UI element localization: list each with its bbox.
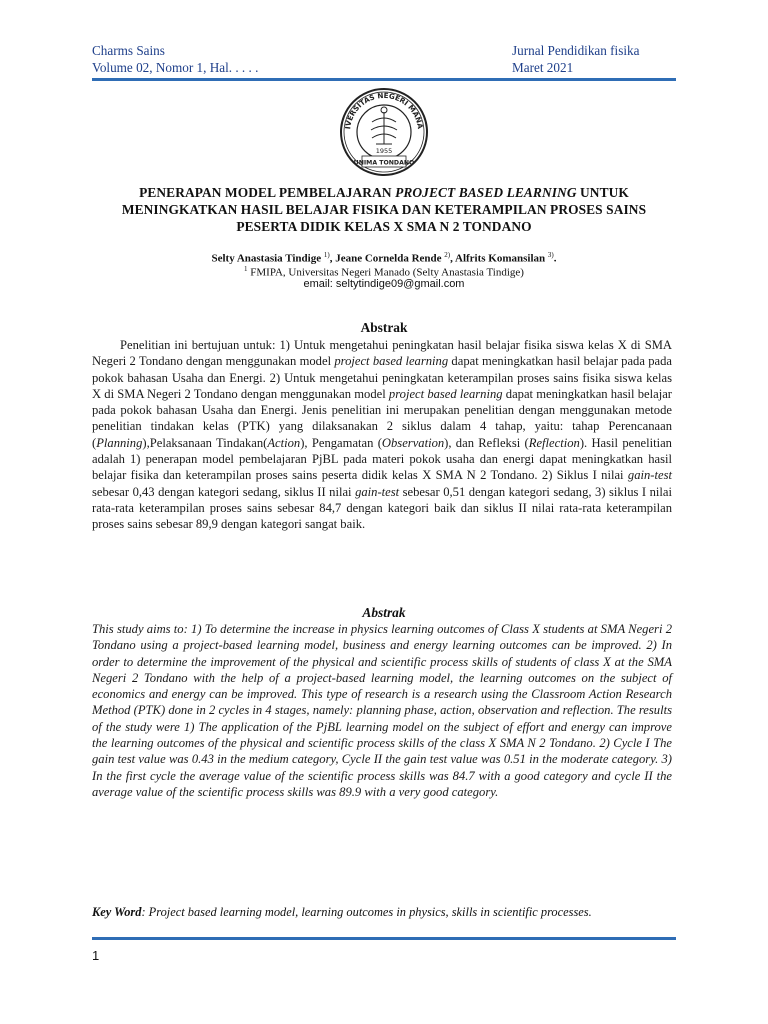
author-3: Alfrits Komansilan bbox=[455, 252, 546, 265]
paper-title bbox=[96, 184, 672, 235]
title-part1: PENERAPAN MODEL PEMBELAJARAN bbox=[139, 185, 396, 200]
journal-name: Charms Sains bbox=[92, 43, 165, 58]
affiliation-marker: 1 bbox=[244, 265, 248, 273]
abstract-heading-en: Abstrak bbox=[362, 605, 406, 620]
author-2-affil: 2) bbox=[444, 251, 451, 259]
seal-banner: UNIMA TONDANO bbox=[353, 159, 415, 167]
issue-date: Maret 2021 bbox=[512, 60, 574, 75]
title-italic: PROJECT BASED LEARNING bbox=[395, 185, 577, 200]
footer-rule bbox=[92, 937, 676, 940]
abstract-heading-id: Abstrak bbox=[360, 320, 408, 335]
keywords bbox=[92, 904, 676, 920]
author-3-affil: 3) bbox=[547, 251, 554, 259]
contact-email: email: seltytindige09@gmail.com bbox=[303, 278, 465, 290]
page-number: 1 bbox=[92, 948, 100, 963]
keywords-text: : Project based learning model, learning outcomes in physics, skills in scientific processes. bbox=[141, 905, 592, 919]
seal-arc-text: IVERSITAS NEGERI MANA bbox=[343, 90, 425, 130]
running-header bbox=[92, 42, 676, 82]
author-1: Selty Anastasia Tindige bbox=[211, 252, 322, 265]
seal-year: 1955 bbox=[375, 147, 393, 155]
author-list: Selty Anastasia Tindige $^{1)}$, Jeane Cornelda Rende $^{2)}$, Alfrits Komansilan $^{3)}$. bbox=[211, 251, 557, 265]
header-right bbox=[512, 42, 639, 76]
header-left bbox=[92, 42, 258, 76]
author-1-affil: 1) bbox=[323, 251, 330, 259]
abstract-body-id: Penelitian ini bertujuan untuk: 1) Untuk mengetahui peningkatan hasil belajar fisika siswa kelas X di SMA Negeri 2 Tondano dengan menggunakan model project based learning dapat meningkatkan hasil belajar pada pada pokok bahasan Usaha dan Energi. 2) Untuk mengetahui peningkatan keterampilan proses sains fisika siswa kelas X di SMA Negeri 2 Tondano dengan menggunakan model project based learning dapat meningkatkan hasil belajar pada pokok bahasan Usaha dan Energi. Jenis penelitian ini merupakan penelitian dengan menggunakan metode penelitian tindakan kelas (PTK) yang dilaksanakan 2 siklus dalam 4 tahap, yaitu: tahap Perencanaan (Planning),Pelaksanaan Tindakan(Action), Pengamatan (Observation), dan Refleksi (Reflection). Hasil penelitian adalah 1) penerapan model pembelajaran PjBL pada materi pokok usaha dan energi dapat meningkatkan hasil belajar fisika dan keterampilan proses sains peserta didik kelas X SMA N 2 Tondano. 2) Siklus I nilai gain-test sebesar 0,43 dengan kategori sedang, siklus II nilai gain-test sebesar 0,51 dengan kategori sedang, 3) siklus I nilai rata-rata keterampilan proses sains sebesar 84,7 dengan kategori baik dan siklus II nilai rata-rata keterampilan proses sains sebesar 89,9 dengan kategori sangat baik. bbox=[92, 338, 672, 532]
author-2: Jeane Cornelda Rende bbox=[335, 252, 442, 265]
abstract-body-en: This study aims to: 1) To determine the increase in physics learning outcomes of Class X students at SMA Negeri 2 Tondano using a project-based learning model, business and energy learning outcomes can be improved. 2) In order to determine the improvement of the physical and scientific process skills of students of class X at the SMA Negeri 2 Tondano with the help of a project-based learning model, the learning outcomes on the subject of economics and energy can be improved. This type of research is a research using the Classroom Action Research Method (PTK) done in 2 cycles in 4 stages, namely: planning phase, action, observation and reflection. The results of the study were 1) The application of the PjBL learning model on the subject of effort and energy can improve the learning outcomes of the physical and scientific process skills of the class X SMA N 2 Tondano. 2) Cycle I The gain test value was 0.43 in the medium category, Cycle II the gain test value was 0.51 in the moderate category. 3) In the first cycle the average value of the scientific process skills was 84.7 with a good category and cycle II the average value of the scientific process skills was 89.9 with a very good category. bbox=[92, 622, 672, 799]
keywords-label: Key Word bbox=[92, 905, 142, 919]
university-seal-icon bbox=[338, 86, 430, 178]
header-rule bbox=[92, 78, 676, 81]
affiliation-text: FMIPA, Universitas Negeri Manado (Selty Anastasia Tindige) bbox=[247, 266, 524, 279]
journal-title: Jurnal Pendidikan fisika bbox=[512, 43, 640, 58]
volume-info: Volume 02, Nomor 1, Hal. . . . . bbox=[92, 60, 259, 75]
title-part2: UNTUK MENINGKATKAN HASIL BELAJAR FISIKA DAN KETERAMPILAN PROSES SAINS PESERTA DIDIK KELAS X SMA N 2 TONDANO bbox=[121, 185, 647, 234]
